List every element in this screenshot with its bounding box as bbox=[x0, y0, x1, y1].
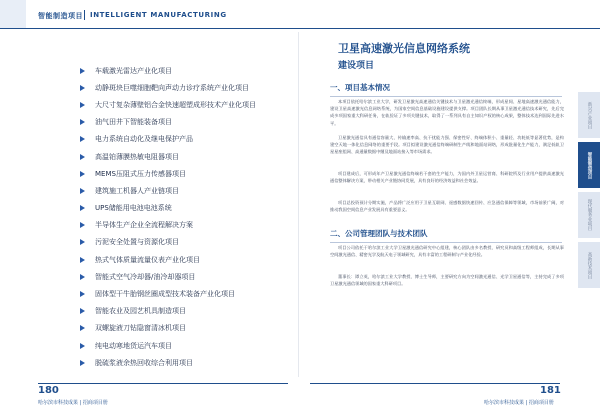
list-item[interactable] bbox=[80, 79, 256, 96]
article-subtitle: 建设项目 bbox=[338, 61, 375, 71]
list-item[interactable] bbox=[80, 62, 256, 79]
header-rule bbox=[0, 28, 600, 29]
left-page bbox=[0, 32, 298, 377]
list-item-text: 半导体生产企业全流程解决方案 bbox=[95, 221, 193, 230]
triangle-bullet-icon bbox=[80, 171, 85, 177]
section-heading-text: 一、项目基本情况 bbox=[330, 83, 390, 92]
triangle-bullet-icon bbox=[80, 205, 85, 211]
section-title-en: INTELLIGENT MANUFACTURING bbox=[90, 11, 227, 19]
section-separator bbox=[84, 10, 85, 20]
list-item[interactable] bbox=[80, 217, 256, 234]
header-accent-block bbox=[0, 0, 26, 28]
list-item-text: 车载激光雷达产业化项目 bbox=[95, 66, 172, 75]
side-tab-active[interactable] bbox=[578, 142, 600, 188]
list-item-text: 建筑施工机器人产业链项目 bbox=[95, 186, 179, 195]
list-item-text: 动静斑块巨噬细胞靶向声动力诊疗系统产业化项目 bbox=[95, 83, 249, 92]
section-heading-text: 二、公司管理团队与技术团队 bbox=[330, 229, 428, 238]
list-item-text: 高温铂薄膜热敏电阻器项目 bbox=[95, 152, 179, 161]
list-item-text: 智能农业及园艺机具制造项目 bbox=[95, 307, 186, 316]
triangle-bullet-icon bbox=[80, 343, 85, 349]
list-item-text: 固体型干牛胎钢丝圈成型技术装备产业化项目 bbox=[95, 290, 235, 299]
paragraph: 本项目依托哈尔滨工业大学，研发卫星激光高速通信关键技术与卫星激光通信终端，形成星间、星地高速激光通信能力，建设卫星高速激光信息网络系统，为国家空间信息基础设施建设提供支撑。项目团队长期从事卫星激光通信技术研究，先后完成多项国家重大科研任务，在轨验证了多项关键技术，取得了一系列具有自主知识产权的核心成果，整体技术达到国际先进水平。 bbox=[330, 99, 564, 126]
project-list bbox=[80, 62, 256, 371]
list-item[interactable] bbox=[80, 200, 256, 217]
footer bbox=[0, 377, 600, 409]
list-item[interactable] bbox=[80, 131, 256, 148]
list-item[interactable] bbox=[80, 268, 256, 285]
list-item-text: 热式气体质量流量仪表产业化项目 bbox=[95, 255, 200, 264]
side-tab-label: 智能制造项目 bbox=[587, 151, 592, 179]
triangle-bullet-icon bbox=[80, 188, 85, 194]
section-title-cn: 智能制造项目 bbox=[38, 12, 83, 20]
list-item[interactable] bbox=[80, 165, 256, 182]
triangle-bullet-icon bbox=[80, 257, 85, 263]
triangle-bullet-icon bbox=[80, 102, 85, 108]
footer-caption-right: 哈尔滨市科技成果 | 招商项目册 bbox=[484, 400, 554, 406]
list-item-text: 大尺寸复杂薄壁铝合金快速超塑成形技术产业化项目 bbox=[95, 100, 256, 109]
section-rule bbox=[330, 242, 562, 243]
list-item-text: 污泥安全处置与资源化项目 bbox=[95, 238, 179, 247]
triangle-bullet-icon bbox=[80, 68, 85, 74]
side-tabs bbox=[572, 32, 600, 377]
triangle-bullet-icon bbox=[80, 291, 85, 297]
list-item[interactable] bbox=[80, 354, 256, 371]
page-number-right: 181 bbox=[540, 385, 561, 396]
triangle-bullet-icon bbox=[80, 222, 85, 228]
footer-rule-left bbox=[38, 383, 288, 384]
triangle-bullet-icon bbox=[80, 274, 85, 280]
side-tab-label: 高新技术项目 bbox=[587, 251, 592, 279]
footer-caption-left: 哈尔滨市科技成果 | 招商项目册 bbox=[38, 400, 108, 406]
list-item[interactable] bbox=[80, 285, 256, 302]
triangle-bullet-icon bbox=[80, 360, 85, 366]
side-tab-label: 新兴产业项目 bbox=[587, 101, 592, 129]
list-item-text: 智能式空气冷却器/油冷却器项目 bbox=[95, 272, 196, 281]
list-item-text: 脱硫浆液余热回收综合利用项目 bbox=[95, 358, 193, 367]
triangle-bullet-icon bbox=[80, 136, 85, 142]
triangle-bullet-icon bbox=[80, 119, 85, 125]
list-item-text: 双螺旋液刀钻隐窗清冰机项目 bbox=[95, 324, 186, 333]
section-heading-team bbox=[330, 228, 562, 243]
list-item[interactable] bbox=[80, 96, 256, 113]
paragraph: 项目总投资预计分期实施，产品将广泛应用于卫星互联网、遥感数据快速回传、应急通信保障等领域，市场前景广阔，对推动我国空间信息产业发展具有重要意义。 bbox=[330, 200, 564, 213]
triangle-bullet-icon bbox=[80, 154, 85, 160]
list-item-text: 纯电动寒地货运汽车项目 bbox=[95, 341, 172, 350]
triangle-bullet-icon bbox=[80, 239, 85, 245]
paragraph: 项目建成后，可形成年产卫星激光通信终端若干套的生产能力，为国内外卫星运营商、科研院所及行业用户提供高速激光通信整体解决方案，带动相关产业链协同发展，具有良好的经济效益和社会效益。 bbox=[330, 171, 564, 184]
side-tab[interactable] bbox=[578, 242, 600, 288]
list-item[interactable] bbox=[80, 320, 256, 337]
list-item[interactable] bbox=[80, 337, 256, 354]
paragraph: 项目公司依托于哈尔滨工业大学卫星激光通信研究中心组建，核心团队由多名教授、研究员和高级工程师组成，长期从事空间激光通信、精密光学及航天电子领域研究，具有丰富的工程研制与产业化经验。 bbox=[330, 245, 564, 258]
top-header bbox=[0, 0, 600, 32]
section-heading-basic-info bbox=[330, 82, 562, 97]
paragraph: 董事长：谭立英，哈尔滨工业大学教授、博士生导师，主要研究方向为空间激光通信、光学卫星通信等，主持完成了多项卫星激光通信领域的国家重大科研项目。 bbox=[330, 274, 564, 287]
paragraph: 卫星激光通信具有通信容量大、传输速率高、抗干扰能力强、保密性好、终端体积小、重量轻、功耗低等显著优势，是构建空天地一体化信息网络的重要手段。项目拟建设激光通信终端研制生产线和地面站网络，形成批量化生产能力，满足低轨卫星星座组网、高通量数据中继及地面站接入等市场需求。 bbox=[330, 135, 564, 155]
list-item[interactable] bbox=[80, 234, 256, 251]
side-tab[interactable] bbox=[578, 192, 600, 238]
list-item[interactable] bbox=[80, 114, 256, 131]
side-tab[interactable] bbox=[578, 92, 600, 138]
list-item[interactable] bbox=[80, 251, 256, 268]
article-title: 卫星高速激光信息网络系统 bbox=[338, 42, 470, 55]
list-item[interactable] bbox=[80, 182, 256, 199]
list-item-text: MEMS压阻式压力传感器项目 bbox=[95, 169, 186, 178]
list-item[interactable] bbox=[80, 303, 256, 320]
section-rule bbox=[330, 96, 562, 97]
triangle-bullet-icon bbox=[80, 85, 85, 91]
page-gutter bbox=[298, 32, 299, 377]
list-item-text: 电力系统自动化及继电保护产品 bbox=[95, 135, 193, 144]
list-item-text: 油气田井下智能装备项目 bbox=[95, 118, 172, 127]
right-page bbox=[300, 32, 570, 377]
page-number-left: 180 bbox=[38, 385, 59, 396]
triangle-bullet-icon bbox=[80, 308, 85, 314]
list-item[interactable] bbox=[80, 148, 256, 165]
side-tab-label: 现代服务业项目 bbox=[587, 199, 592, 231]
list-item-text: UPS储能用电池电池系统 bbox=[95, 204, 172, 213]
footer-rule-right bbox=[310, 383, 560, 384]
triangle-bullet-icon bbox=[80, 325, 85, 331]
